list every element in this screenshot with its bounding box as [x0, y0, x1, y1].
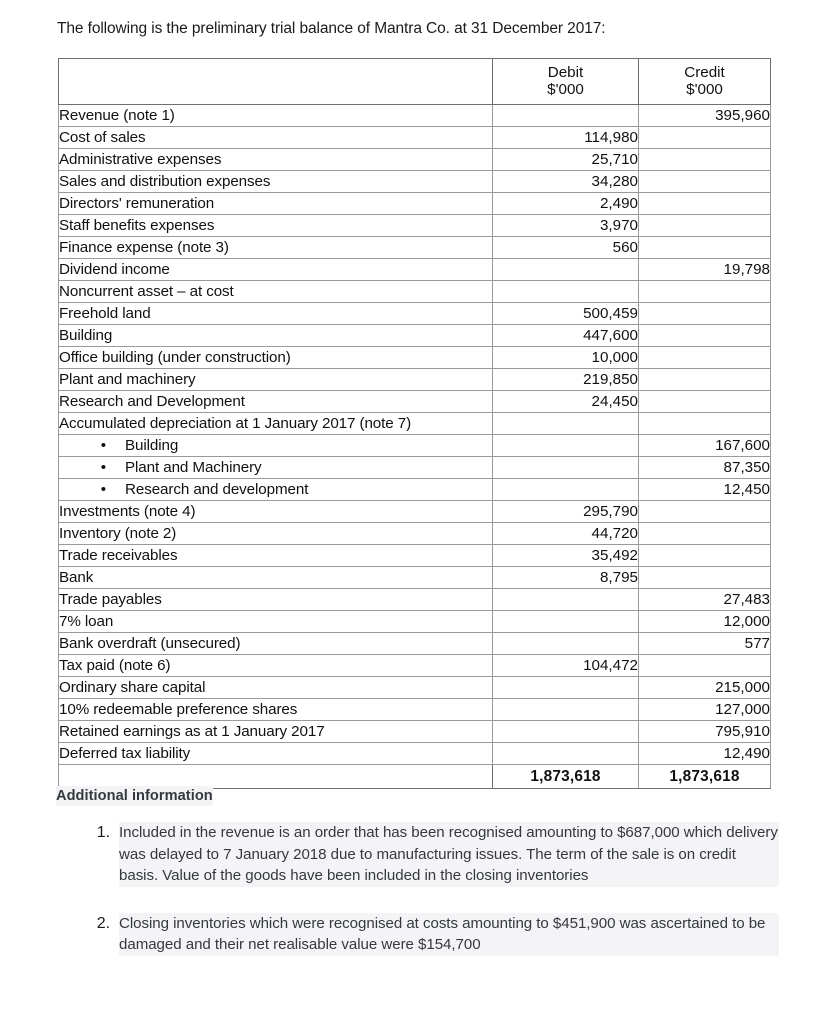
table-cell-debit: [493, 721, 639, 743]
column-header-credit: [639, 59, 771, 105]
table-row: [59, 281, 771, 303]
bullet-icon: •: [100, 437, 106, 454]
table-cell-credit: [639, 325, 771, 347]
bullet-icon: •: [100, 459, 106, 476]
table-cell-description: Noncurrent asset – at cost: [59, 281, 493, 303]
additional-information-section: [56, 786, 776, 982]
note-marker: 2.: [96, 914, 110, 932]
table-row: [59, 369, 771, 391]
table-cell-debit: [493, 589, 639, 611]
table-cell-credit: 12,490: [639, 743, 771, 765]
table-total-row: [59, 765, 771, 789]
table-cell-debit: 500,459: [493, 303, 639, 325]
table-cell-label: Plant and Machinery: [125, 459, 262, 476]
table-cell-debit: 25,710: [493, 149, 639, 171]
table-cell-credit: [639, 369, 771, 391]
table-cell-debit: [493, 413, 639, 435]
table-cell-credit: 795,910: [639, 721, 771, 743]
table-cell-description: 7% loan: [59, 611, 493, 633]
table-cell-credit: 215,000: [639, 677, 771, 699]
table-cell-description: Finance expense (note 3): [59, 237, 493, 259]
table-cell-description-bullet: [59, 479, 493, 501]
table-cell-debit: 219,850: [493, 369, 639, 391]
table-cell-credit: [639, 149, 771, 171]
table-row: [59, 105, 771, 127]
table-cell-description: Research and Development: [59, 391, 493, 413]
table-row: [59, 611, 771, 633]
table-cell-debit: [493, 105, 639, 127]
table-cell-description: Deferred tax liability: [59, 743, 493, 765]
table-cell-debit: 2,490: [493, 193, 639, 215]
table-cell-debit: [493, 435, 639, 457]
table-body: [59, 105, 771, 789]
table-cell-credit: [639, 523, 771, 545]
table-cell-debit: 35,492: [493, 545, 639, 567]
table-cell-credit: 87,350: [639, 457, 771, 479]
table-row: [59, 523, 771, 545]
table-cell-debit: 34,280: [493, 171, 639, 193]
trial-balance-table-wrapper: [58, 58, 770, 789]
column-header-description: [59, 59, 493, 105]
table-cell-description: 10% redeemable preference shares: [59, 699, 493, 721]
table-cell-debit: [493, 699, 639, 721]
table-cell-description: Revenue (note 1): [59, 105, 493, 127]
table-cell-description: Cost of sales: [59, 127, 493, 149]
table-cell-description-bullet: [59, 435, 493, 457]
additional-information-heading: Additional information: [56, 788, 213, 804]
table-cell-debit: 44,720: [493, 523, 639, 545]
table-cell-debit: [493, 479, 639, 501]
table-cell-credit: 395,960: [639, 105, 771, 127]
note-item: [56, 913, 776, 956]
table-row: [59, 567, 771, 589]
table-cell-credit: [639, 171, 771, 193]
table-row: [59, 413, 771, 435]
table-cell-credit: [639, 193, 771, 215]
table-cell-credit: [639, 347, 771, 369]
table-cell-debit: [493, 259, 639, 281]
table-row: [59, 721, 771, 743]
table-cell-debit: 447,600: [493, 325, 639, 347]
note-text: Closing inventories which were recognised at costs amounting to $451,900 was ascertained to be damaged and their net realisable value were $154,700: [119, 913, 779, 956]
table-cell-credit: [639, 545, 771, 567]
table-cell-description: Trade payables: [59, 589, 493, 611]
table-row: [59, 259, 771, 281]
table-row: [59, 171, 771, 193]
intro-paragraph: The following is the preliminary trial balance of Mantra Co. at 31 December 2017:: [57, 20, 606, 37]
note-marker: 1.: [96, 824, 110, 841]
table-cell-debit: [493, 677, 639, 699]
table-cell-label: Research and development: [125, 481, 309, 498]
table-cell-credit: [639, 215, 771, 237]
table-cell-description: Plant and machinery: [59, 369, 493, 391]
table-row: [59, 193, 771, 215]
table-cell-description: Sales and distribution expenses: [59, 171, 493, 193]
table-row: [59, 479, 771, 501]
table-cell-credit: 12,450: [639, 479, 771, 501]
table-cell-credit: [639, 391, 771, 413]
table-cell-description: Building: [59, 325, 493, 347]
table-row: [59, 589, 771, 611]
table-row: [59, 303, 771, 325]
table-cell-debit: 24,450: [493, 391, 639, 413]
table-total-credit: 1,873,618: [639, 765, 771, 789]
table-cell-credit: 27,483: [639, 589, 771, 611]
table-cell-description: Dividend income: [59, 259, 493, 281]
table-cell-debit: [493, 281, 639, 303]
table-row: [59, 699, 771, 721]
table-cell-debit: 295,790: [493, 501, 639, 523]
table-cell-debit: [493, 743, 639, 765]
additional-information-list: [56, 822, 776, 956]
table-row: [59, 149, 771, 171]
table-total-label: [59, 765, 493, 789]
table-row: [59, 677, 771, 699]
table-row: [59, 391, 771, 413]
table-cell-description: Tax paid (note 6): [59, 655, 493, 677]
table-cell-debit: 114,980: [493, 127, 639, 149]
table-cell-credit: 12,000: [639, 611, 771, 633]
table-cell-debit: 3,970: [493, 215, 639, 237]
table-cell-credit: [639, 237, 771, 259]
table-cell-description: Bank: [59, 567, 493, 589]
trial-balance-table: [58, 58, 771, 789]
table-cell-credit: [639, 655, 771, 677]
table-cell-description: Investments (note 4): [59, 501, 493, 523]
table-cell-description: Accumulated depreciation at 1 January 2017 (note 7): [59, 413, 493, 435]
column-header-debit-title: Debit: [547, 64, 584, 81]
table-cell-credit: [639, 303, 771, 325]
table-row: [59, 457, 771, 479]
table-cell-credit: [639, 413, 771, 435]
table-row: [59, 545, 771, 567]
table-row: [59, 325, 771, 347]
table-total-debit: 1,873,618: [493, 765, 639, 789]
column-header-debit: [493, 59, 639, 105]
table-row: [59, 655, 771, 677]
table-cell-description: Ordinary share capital: [59, 677, 493, 699]
table-cell-credit: 167,600: [639, 435, 771, 457]
table-cell-debit: 560: [493, 237, 639, 259]
table-cell-debit: 8,795: [493, 567, 639, 589]
table-row: [59, 127, 771, 149]
table-row: [59, 215, 771, 237]
table-cell-label: Building: [125, 437, 179, 454]
note-text: Included in the revenue is an order that has been recognised amounting to $687,000 which delivery was delayed to 7 January 2018 due to manufacturing issues. The term of the sale is on credit basis. Value of the goods have been included in the closing inventories: [119, 822, 779, 887]
table-cell-debit: [493, 633, 639, 655]
column-header-credit-unit: $'000: [686, 81, 723, 98]
table-cell-credit: 19,798: [639, 259, 771, 281]
table-cell-description: Inventory (note 2): [59, 523, 493, 545]
table-row: [59, 501, 771, 523]
table-cell-debit: 10,000: [493, 347, 639, 369]
table-row: [59, 347, 771, 369]
column-header-credit-title: Credit: [684, 64, 725, 81]
table-cell-description-bullet: [59, 457, 493, 479]
table-cell-credit: 127,000: [639, 699, 771, 721]
table-cell-description: Bank overdraft (unsecured): [59, 633, 493, 655]
table-row: [59, 237, 771, 259]
table-cell-debit: [493, 611, 639, 633]
table-header: [59, 59, 771, 105]
table-cell-debit: [493, 457, 639, 479]
table-header-row: [59, 59, 771, 105]
table-cell-credit: [639, 127, 771, 149]
table-cell-description: Trade receivables: [59, 545, 493, 567]
table-cell-credit: [639, 281, 771, 303]
bullet-icon: •: [100, 481, 106, 498]
note-item: [56, 822, 776, 887]
table-cell-description: Directors' remuneration: [59, 193, 493, 215]
table-cell-credit: [639, 501, 771, 523]
table-cell-description: Administrative expenses: [59, 149, 493, 171]
table-cell-description: Staff benefits expenses: [59, 215, 493, 237]
table-row: [59, 743, 771, 765]
table-cell-credit: [639, 567, 771, 589]
table-cell-description: Retained earnings as at 1 January 2017: [59, 721, 493, 743]
table-cell-description: Office building (under construction): [59, 347, 493, 369]
table-row: [59, 435, 771, 457]
table-cell-credit: 577: [639, 633, 771, 655]
table-row: [59, 633, 771, 655]
table-cell-description: Freehold land: [59, 303, 493, 325]
table-cell-debit: 104,472: [493, 655, 639, 677]
column-header-debit-unit: $'000: [547, 81, 584, 98]
